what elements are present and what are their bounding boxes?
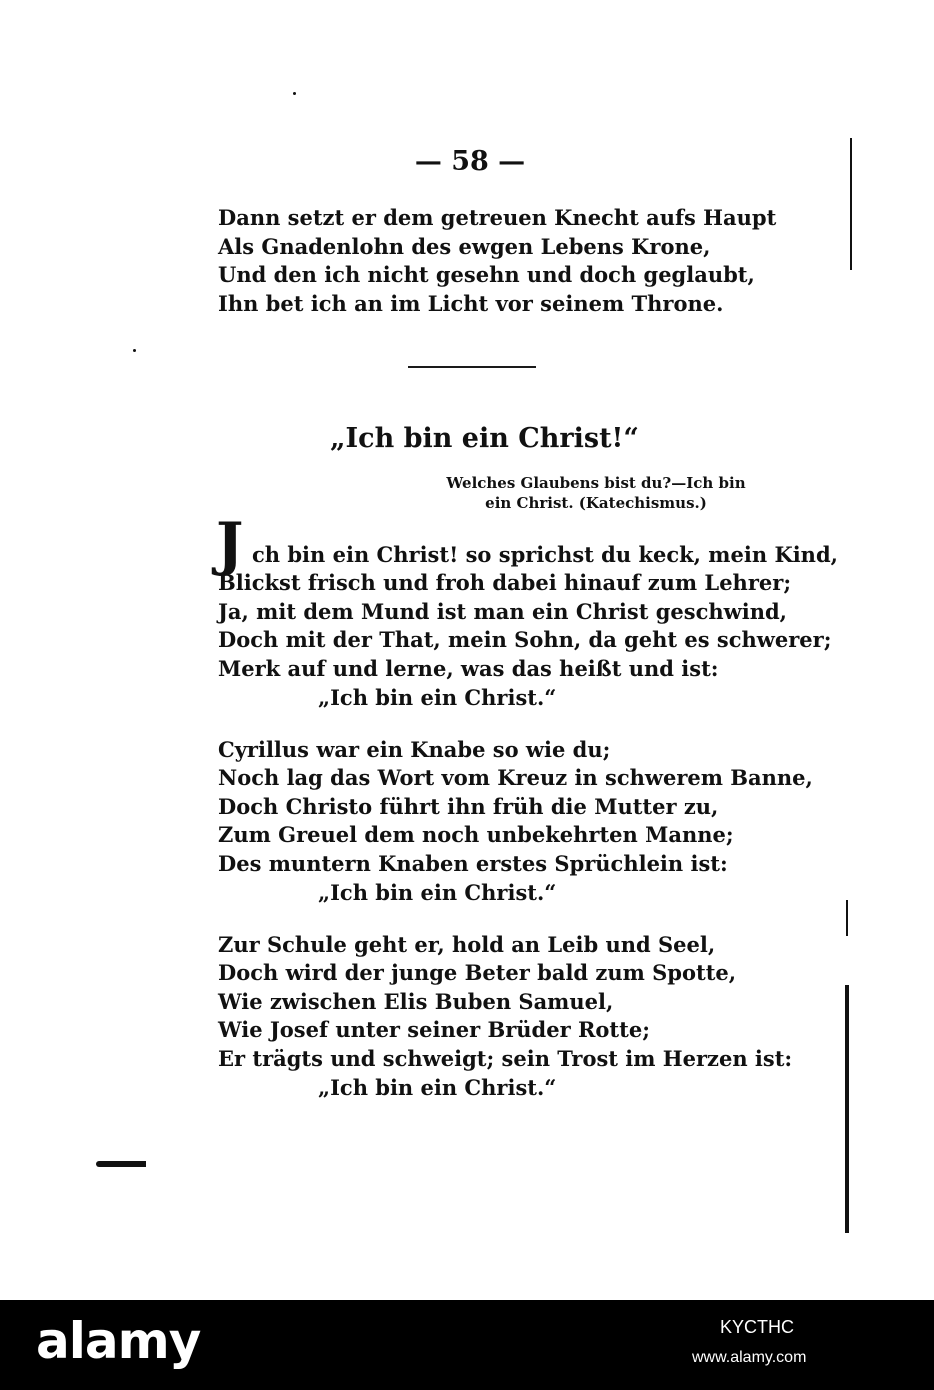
stanza1-line: Merk auf und lerne, was das heißt und ist: [218,656,719,681]
stanza3-refrain: „Ich bin ein Christ.“ [318,1075,557,1100]
stanza2-line: Cyrillus war ein Knabe so wie du; [218,737,611,762]
alamy-logo: alamy [36,1312,201,1370]
stanza2-line: Noch lag das Wort vom Kreuz in schwerem Banne, [218,765,813,790]
scan-dot [293,92,296,95]
scan-edge-mark [850,138,852,270]
prev-stanza-line: Als Gnadenlohn des ewgen Lebens Krone, [218,234,711,259]
epigraph-line: Welches Glaubens bist du?—Ich bin [446,474,746,492]
scan-edge-mark [845,985,849,1233]
stanza3-line: Wie zwischen Elis Buben Samuel, [218,989,614,1014]
stanza1-line: Ja, mit dem Mund ist man ein Christ geschwind, [218,599,787,624]
prev-stanza-line: Ihn bet ich an im Licht vor seinem Throne. [218,291,724,316]
site-url-label: www.alamy.com [692,1349,807,1366]
page-number: — 58 — [414,146,526,177]
stanza3-line: Doch wird der junge Beter bald zum Spotte, [218,960,737,985]
epigraph-line: ein Christ. (Katechismus.) [485,494,707,512]
poem-title: „Ich bin ein Christ!“ [330,423,639,454]
prev-stanza-line: Und den ich nicht gesehn und doch geglaubt, [218,262,755,287]
stanza3-line: Er trägts und schweigt; sein Trost im Herzen ist: [218,1046,793,1071]
stanza1-refrain: „Ich bin ein Christ.“ [318,685,557,710]
scan-edge-mark [846,900,848,936]
stanza2-line: Zum Greuel dem noch unbekehrten Manne; [218,822,734,847]
drop-cap-initial: J [216,510,244,578]
scan-smudge-mark [96,1161,146,1167]
stanza1-line: ch bin ein Christ! so sprichst du keck, mein Kind, [252,542,838,567]
stanza2-refrain: „Ich bin ein Christ.“ [318,880,557,905]
stanza1-line: Blickst frisch und froh dabei hinauf zum Lehrer; [218,570,792,595]
stanza1-line: Doch mit der That, mein Sohn, da geht es schwerer; [218,627,832,652]
image-id-label: KYCTHC [720,1317,795,1337]
stanza2-line: Des muntern Knaben erstes Sprüchlein ist: [218,851,728,876]
scan-dot [133,349,136,352]
stanza2-line: Doch Christo führt ihn früh die Mutter zu, [218,794,719,819]
stanza3-line: Zur Schule geht er, hold an Leib und Seel, [218,932,716,957]
stanza3-line: Wie Josef unter seiner Brüder Rotte; [218,1017,650,1042]
section-divider [408,366,536,368]
prev-stanza-line: Dann setzt er dem getreuen Knecht aufs Haupt [218,205,777,230]
